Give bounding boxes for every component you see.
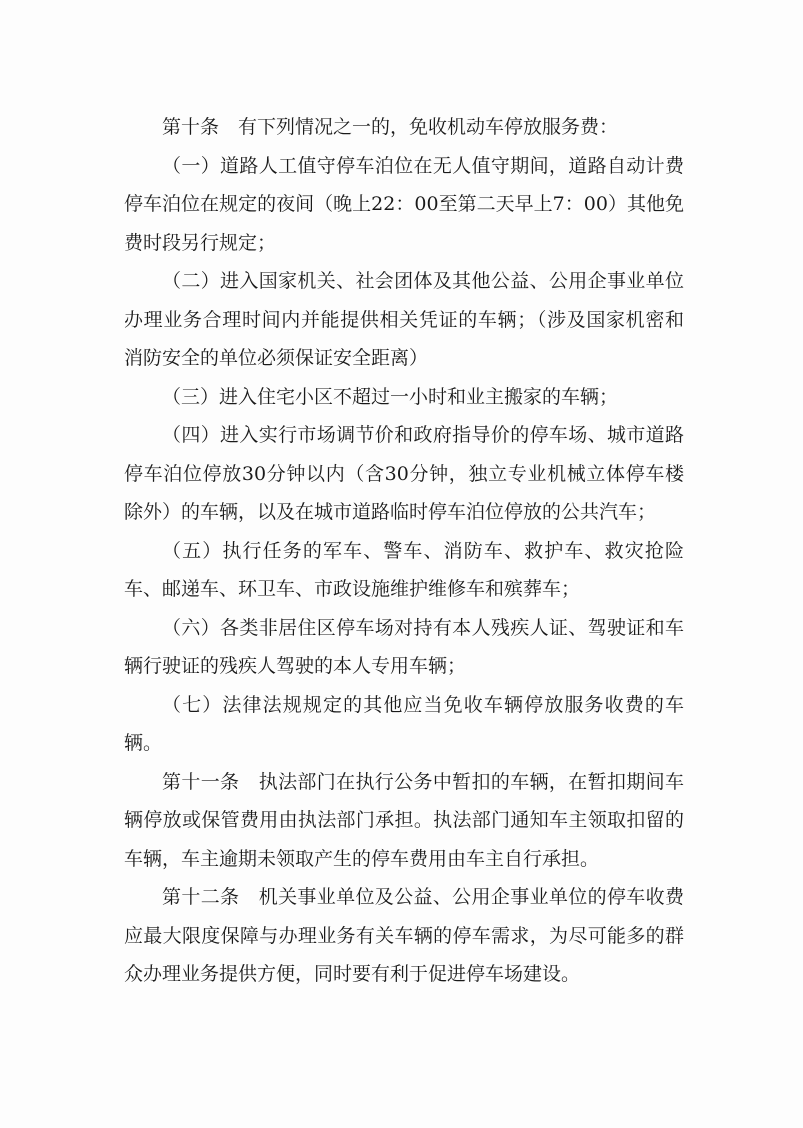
document-body [124, 108, 684, 994]
article-10-item-1: （一）道路人工值守停车泊位在无人值守期间，道路自动计费停车泊位在规定的夜间（晚上22：00至第二天早上7：00）其他免费时段另行规定； [124, 154, 684, 254]
article-10-item-5: （五）执行任务的军车、警车、消防车、救护车、救灾抢险车、邮递车、环卫车、市政设施维护维修车和殡葬车； [124, 539, 684, 600]
article-12: 第十二条 机关事业单位及公益、公用企事业单位的停车收费应最大限度保障与办理业务有关车辆的停车需求，为尽可能多的群众办理业务提供方便，同时要有利于促进停车场建设。 [124, 886, 684, 985]
article-10-item-2: （二）进入国家机关、社会团体及其他公益、公用企事业单位办理业务合理时间内并能提供相关凭证的车辆；（涉及国家机密和消防安全的单位必须保证安全距离） [124, 270, 684, 369]
article-10-heading: 第十条 有下列情况之一的，免收机动车停放服务费： [162, 116, 619, 138]
article-11: 第十一条 执法部门在执行公务中暂扣的车辆，在暂扣期间车辆停放或保管费用由执法部门承担。执法部门通知车主领取扣留的车辆，车主逾期未领取产生的停车费用由车主自行承担。 [124, 770, 684, 870]
article-10-item-7: （七）法律法规规定的其他应当免收车辆停放服务收费的车辆。 [124, 693, 684, 754]
article-10-item-6: （六）各类非居住区停车场对持有本人残疾人证、驾驶证和车辆行驶证的残疾人驾驶的本人专用车辆； [124, 616, 684, 677]
article-10-item-4: （四）进入实行市场调节价和政府指导价的停车场、城市道路停车泊位停放30分钟以内（含30分钟，独立专业机械立体停车楼除外）的车辆，以及在城市道路临时停车泊位停放的公共汽车； [124, 424, 684, 523]
article-10-item-3: （三）进入住宅小区不超过一小时和业主搬家的车辆； [162, 385, 619, 408]
